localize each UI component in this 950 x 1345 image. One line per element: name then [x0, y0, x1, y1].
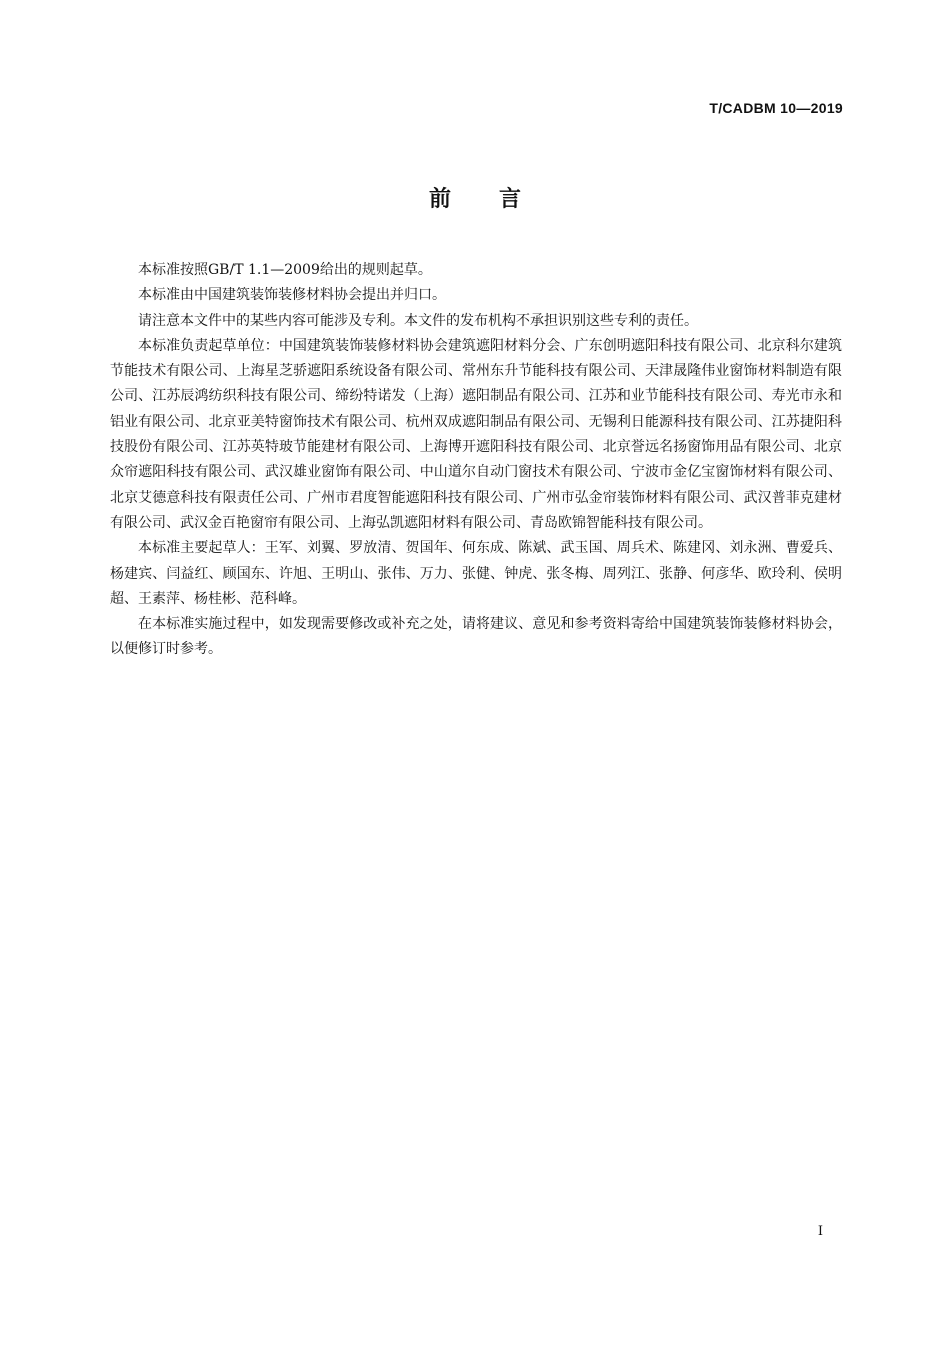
paragraph-proposer: 本标准由中国建筑装饰装修材料协会提出并归口。 [138, 287, 446, 304]
document-code: T/CADBM 10—2019 [709, 100, 843, 116]
page-title: 前言 [428, 187, 569, 212]
paragraph-drafting-rules: 本标准按照GB/T 1.1—2009给出的规则起草。 [138, 262, 432, 278]
paragraph-drafting-units: 本标准负责起草单位：中国建筑装饰装修材料协会建筑遮阳材料分会、广东创明遮阳科技有限公司、北京科尔建筑节能技术有限公司、上海星芝骄遮阳系统设备有限公司、常州东升节能科技有限公司、天津晟隆伟业窗饰材料制造有限公司、江苏辰鸿纺织科技有限公司、缔纷特诺发（上海）遮阳制品有限公司、江苏和业节能科技有限公司、寿光市永和铝业有限公司、北京亚美特窗饰技术有限公司、杭州双成遮阳制品有限公司、无锡利日能源科技有限公司、江苏捷阳科技股份有限公司、江苏英特玻节能建材有限公司、上海博开遮阳科技有限公司、北京誉远名扬窗饰用品有限公司、北京众帘遮阳科技有限公司、武汉雄业窗饰有限公司、中山道尔自动门窗技术有限公司、宁波市金亿宝窗饰材料有限公司、北京艾德意科技有限责任公司、广州市君度智能遮阳科技有限公司、广州市弘金帘装饰材料有限公司、武汉普菲克建材有限公司、武汉金百艳窗帘有限公司、上海弘凯遮阳材料有限公司、青岛欧锦智能科技有限公司。 [110, 337, 842, 531]
paragraph-feedback: 在本标准实施过程中，如发现需要修改或补充之处，请将建议、意见和参考资料寄给中国建筑装饰装修材料协会，以便修订时参考。 [110, 616, 842, 658]
paragraph-patent-notice: 请注意本文件中的某些内容可能涉及专利。本文件的发布机构不承担识别这些专利的责任。 [138, 312, 698, 329]
page-number: I [817, 1224, 823, 1239]
paragraph-drafters: 本标准主要起草人：王军、刘翼、罗放清、贺国年、何东成、陈斌、武玉国、周兵术、陈建冈、刘永洲、曹爱兵、杨建宾、闫益红、顾国东、许旭、王明山、张伟、万力、张健、钟虎、张冬梅、周列江、张静、何彦华、欧玲利、侯明超、王素萍、杨桂彬、范科峰。 [110, 540, 842, 607]
foreword-body [110, 258, 842, 663]
